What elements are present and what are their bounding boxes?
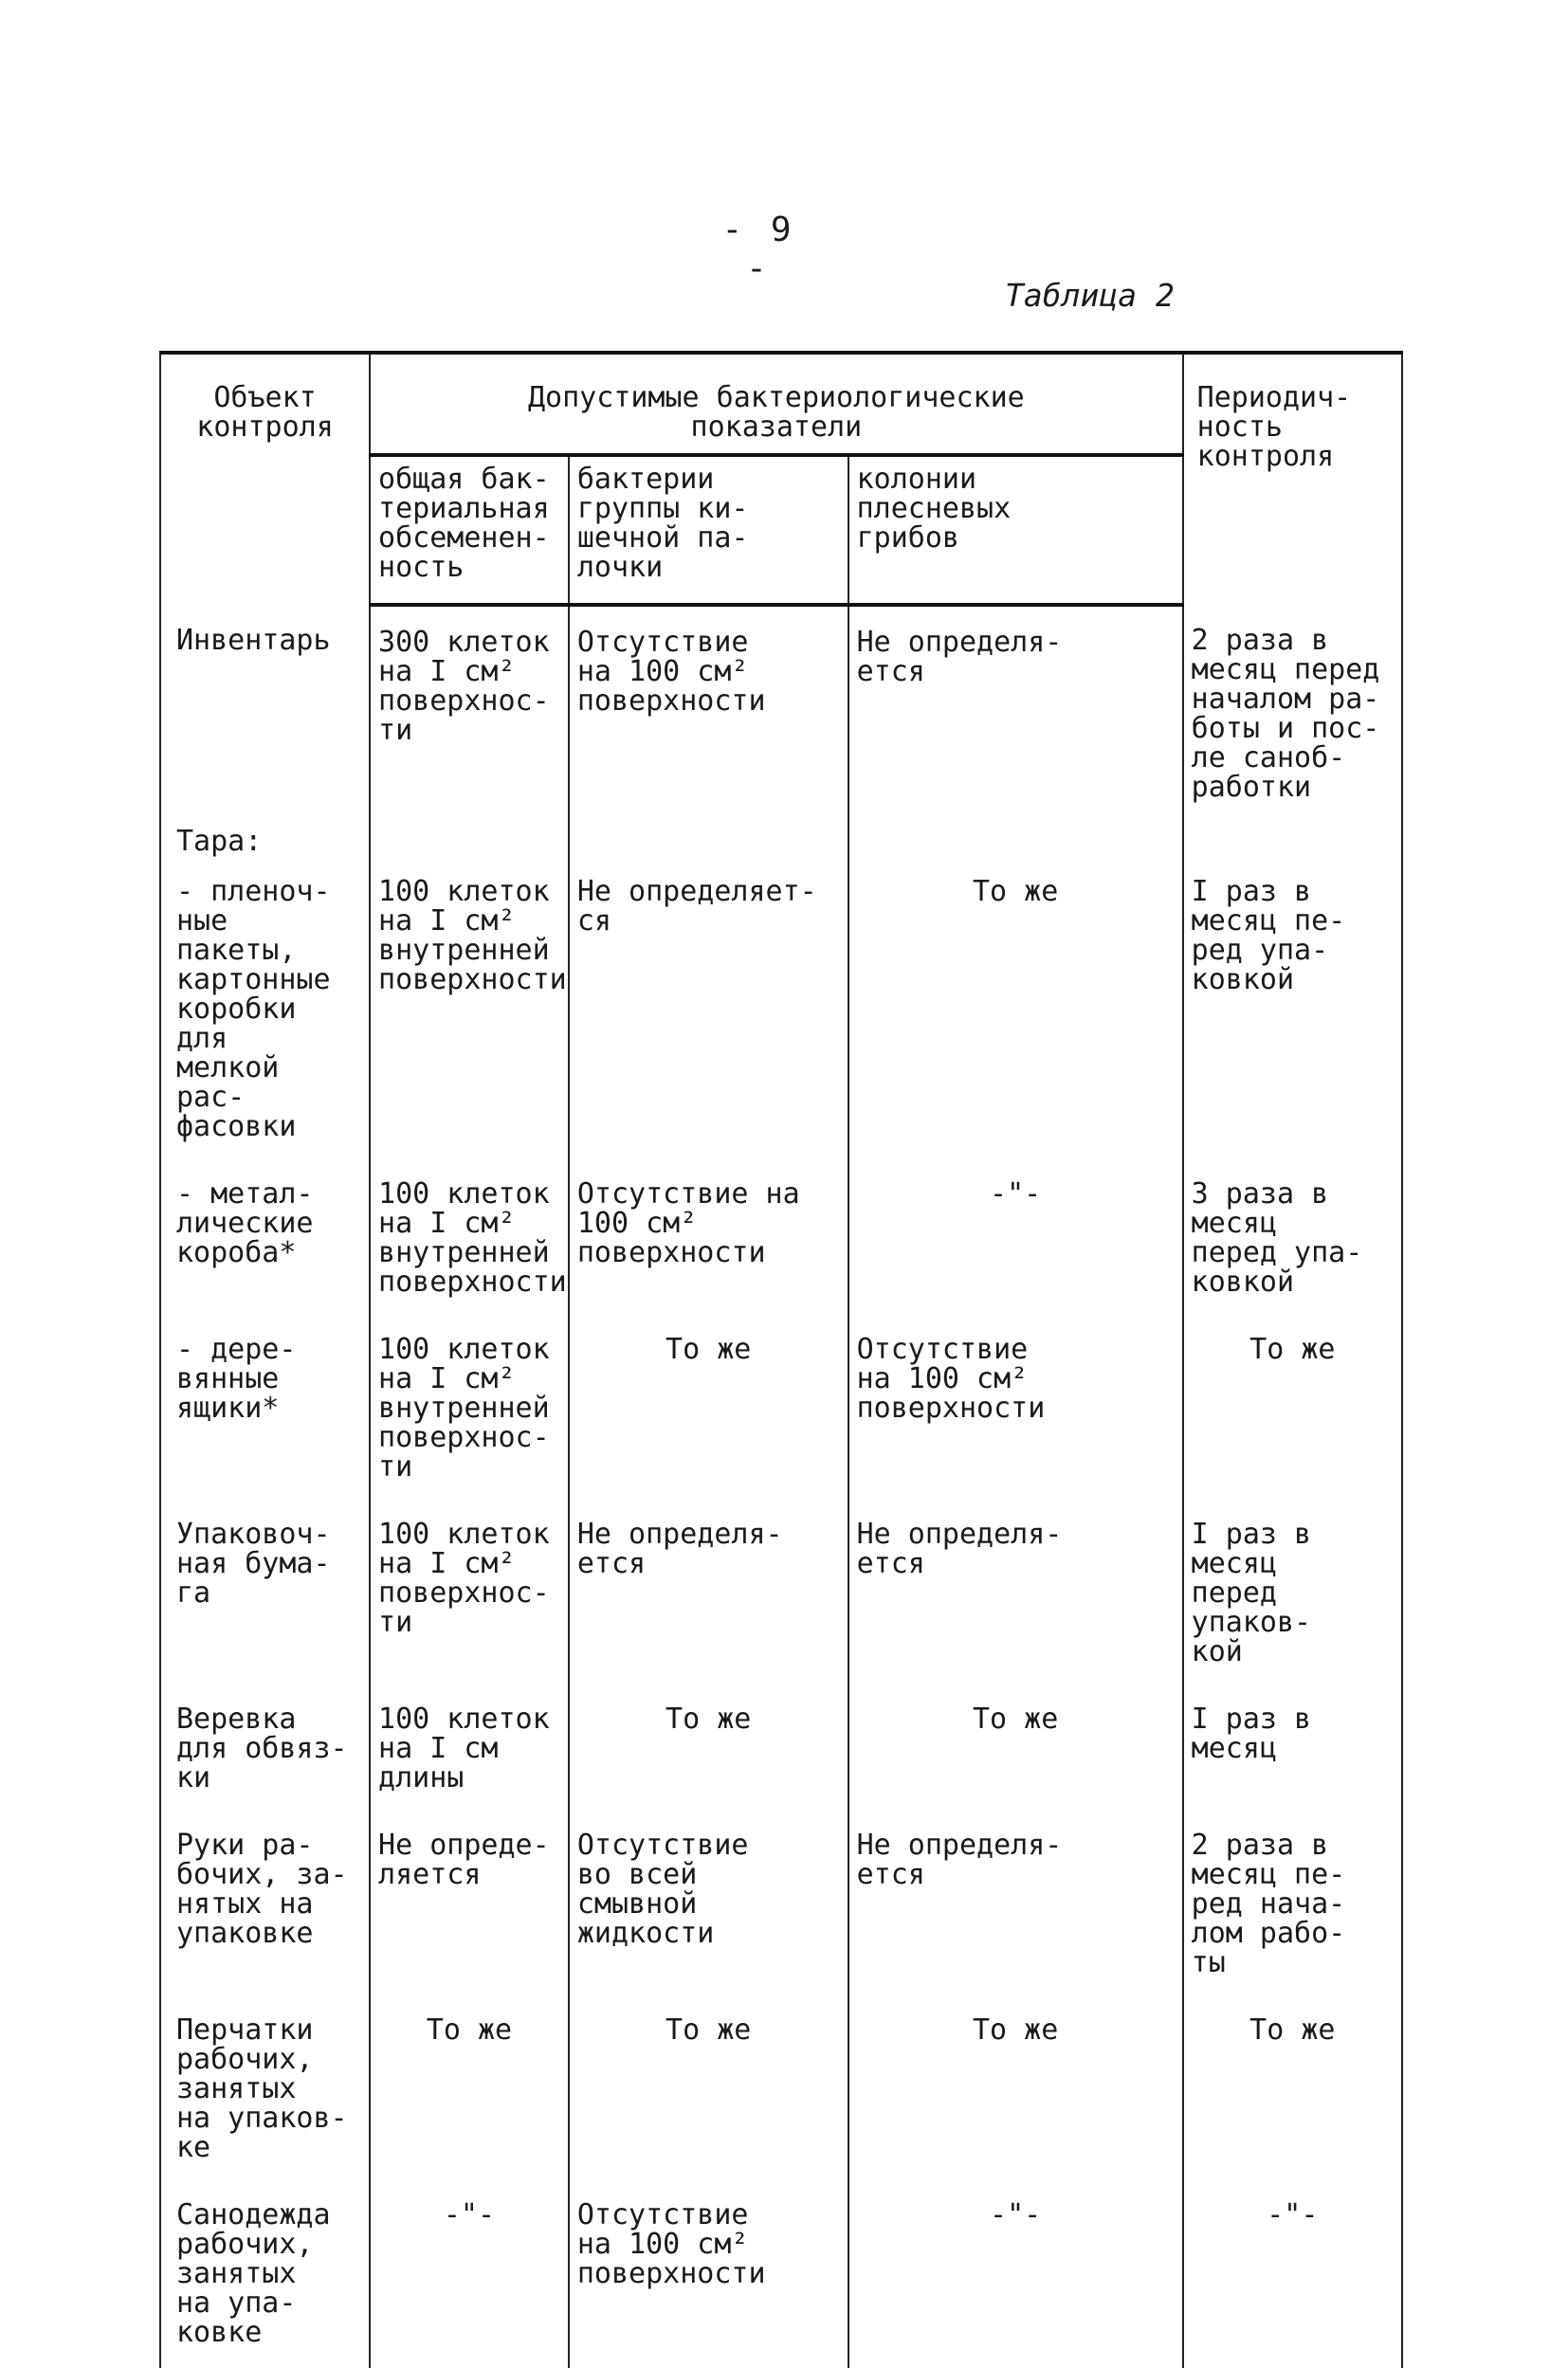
cell-object: - пленоч- ные пакеты, картонные коробки для мелкой рас- фасовки [160,860,370,1162]
table-row [160,605,1402,823]
cell-period: I раз в месяц перед упаков- кой [1183,1503,1402,1687]
cell-total: 100 клеток на I см² внутренней поверхности [370,1162,569,1318]
cell-period: 2 раза в месяц пе- ред нача- лом рабо- ты [1183,1813,1402,1998]
cell-mold: Отсутствие на 100 см² поверхности [848,1318,1183,1503]
cell-period: 2 раза в месяц перед началом ра- боты и пос- ле саноб- работки [1183,605,1402,823]
header-coli: бактерии группы ки- шечной па- лочки [569,455,848,605]
cell-object: Перчатки рабочих, занятых на упаков- ке [160,1998,370,2183]
cell-total [370,823,569,860]
cell-coli: То же [569,1687,848,1813]
cell-period [1183,823,1402,860]
cell-coli: Отсутствие на 100 см² поверхности [569,1162,848,1318]
cell-total: То же [370,1998,569,2183]
cell-object: Санодежда рабочих, занятых на упа- ковке [160,2183,370,2368]
cell-period: То же [1183,1318,1402,1503]
table-row [160,1318,1402,1503]
table-row [160,2183,1402,2368]
cell-coli: То же [569,1318,848,1503]
header-total: общая бак- териальная обсеменен- ность [370,455,569,605]
cell-period: 3 раза в месяц перед упа- ковкой [1183,1162,1402,1318]
cell-object: Тара: [160,823,370,860]
page-number: - 9 - [721,210,795,288]
cell-mold: Не определя- ется [848,605,1183,823]
cell-object: Упаковоч- ная бума- га [160,1503,370,1687]
header-periodicity: Периодич- ность контроля [1183,353,1402,605]
table-row [160,860,1402,1162]
table-row [160,1687,1402,1813]
table-row [160,1813,1402,1998]
cell-period: I раз в месяц пе- ред упа- ковкой [1183,860,1402,1162]
cell-mold: То же [848,1687,1183,1813]
bacteriological-table [159,351,1403,2368]
table-row [160,1998,1402,2183]
cell-coli: Отсутствие на 100 см² поверхности [569,2183,848,2368]
cell-coli: Не определяет- ся [569,860,848,1162]
cell-mold: -"- [848,1162,1183,1318]
cell-period: То же [1183,1998,1402,2183]
cell-coli [569,823,848,860]
cell-mold [848,823,1183,860]
cell-object: - метал- лические короба* [160,1162,370,1318]
cell-object: Веревка для обвяз- ки [160,1687,370,1813]
header-object: Объект контроля [160,353,370,605]
cell-coli: Не определя- ется [569,1503,848,1687]
cell-total: 100 клеток на I см² внутренней поверхнос- ти [370,1318,569,1503]
header-indicators: Допустимые бактериологические показатели [370,353,1183,455]
cell-total: 300 клеток на I см² поверхнос- ти [370,605,569,823]
cell-object: Руки ра- бочих, за- нятых на упаковке [160,1813,370,1998]
cell-total: 100 клеток на I см² поверхнос- ти [370,1503,569,1687]
cell-total: -"- [370,2183,569,2368]
cell-mold: То же [848,1998,1183,2183]
cell-mold: Не определя- ется [848,1813,1183,1998]
cell-mold: -"- [848,2183,1183,2368]
cell-period: -"- [1183,2183,1402,2368]
cell-object: - дере- вянные ящики* [160,1318,370,1503]
cell-coli: Отсутствие во всей смывной жидкости [569,1813,848,1998]
table-title: Таблица 2 [1005,277,1175,314]
table-row [160,1162,1402,1318]
cell-coli: То же [569,1998,848,2183]
table-row [160,1503,1402,1687]
cell-mold: То же [848,860,1183,1162]
cell-period: I раз в месяц [1183,1687,1402,1813]
cell-total: 100 клеток на I см длины [370,1687,569,1813]
cell-total: 100 клеток на I см² внутренней поверхности [370,860,569,1162]
cell-mold: Не определя- ется [848,1503,1183,1687]
table-row [160,823,1402,860]
cell-object: Инвентарь [160,605,370,823]
cell-coli: Отсутствие на 100 см² поверхности [569,605,848,823]
header-mold: колонии плесневых грибов [848,455,1183,605]
cell-total: Не опреде- ляется [370,1813,569,1998]
